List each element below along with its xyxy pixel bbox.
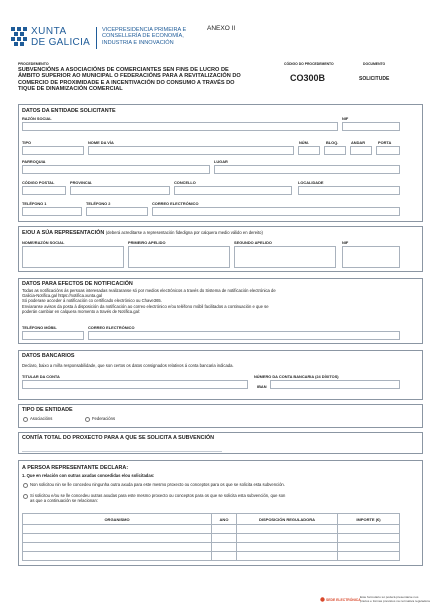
notification-line: Enviaranse avisos da posta á disposición da notificación ao correo electrónico e/ou teléfono móbil facilitados a continuación e que se xyxy=(22,303,269,309)
procedure-label: PROCEDEMENTO xyxy=(18,62,49,66)
label-rep-nome: NOME/RAZÓN SOCIAL xyxy=(22,240,65,245)
table-row xyxy=(23,525,400,534)
telefono2-field[interactable] xyxy=(86,207,148,216)
table-row xyxy=(23,552,400,561)
bank-section xyxy=(18,350,423,400)
document-type: SOLICITUDE xyxy=(359,76,390,82)
provincia-field[interactable] xyxy=(70,186,170,195)
notif-email-field[interactable] xyxy=(88,331,400,340)
label-rep-apelido2: SEGUNDO APELIDO xyxy=(234,240,272,245)
total-title: CONTÍA TOTAL DO PROXECTO PARA A QUE SE SOLICITA A SUBVENCIÓN xyxy=(22,435,215,441)
label-telefono1: TELÉFONO 1 xyxy=(22,201,47,206)
department-name xyxy=(102,27,186,46)
option-other-aid-line2: as que a continuación se relacionan: xyxy=(30,498,98,504)
account-holder-field[interactable] xyxy=(22,380,248,389)
department-line1: VICEPRESIDENCIA PRIMEIRA E xyxy=(102,27,187,33)
department-line3: INDUSTRIA E INNOVACIÓN xyxy=(102,39,174,46)
table-cell[interactable] xyxy=(338,525,400,534)
table-row xyxy=(23,543,400,552)
sede-seal-icon xyxy=(320,597,325,602)
table-cell[interactable] xyxy=(23,552,212,561)
bank-statement: Declaro, baixo a miña responsabilidade, que son certos os datos consignados relativos á conta bancaria indicada. xyxy=(22,363,234,368)
label-rep-apelido1: PRIMEIRO APELIDO xyxy=(128,240,166,245)
andar-field[interactable] xyxy=(350,146,372,155)
parroquia-field[interactable] xyxy=(22,165,210,174)
notification-text xyxy=(22,288,420,314)
table-cell[interactable] xyxy=(23,543,212,552)
label-rep-nif: NIF xyxy=(342,240,349,245)
col-importe: IMPORTE (€) xyxy=(338,514,400,525)
representative-section-title xyxy=(22,230,263,236)
label-nome-via: NOME DA VÍA xyxy=(88,140,114,145)
rep-apelido2-field[interactable] xyxy=(234,246,336,268)
applicant-section-title: DATOS DA ENTIDADE SOLICITANTE xyxy=(22,108,116,114)
table-cell[interactable] xyxy=(338,552,400,561)
tipo-field[interactable] xyxy=(22,146,84,155)
label-lugar: LUGAR xyxy=(214,159,228,164)
col-organismo: ORGANISMO xyxy=(23,514,212,525)
option-no-other-aid: Non solicitou nin se lle concedeu ningunha outra axuda para este mesmo proxecto ou conceptos para os que se solicita esta subvención. xyxy=(30,482,285,487)
label-bloq: BLOQ. xyxy=(326,140,339,145)
table-cell[interactable] xyxy=(212,543,237,552)
rep-apelido1-field[interactable] xyxy=(128,246,230,268)
procedure-title xyxy=(18,67,276,93)
label-nif: NIF xyxy=(342,116,349,121)
label-razon-social: RAZÓN SOCIAL xyxy=(22,116,52,121)
notification-line: Galicia-Notifica.gal https://notifica.xunta.gal xyxy=(22,293,103,299)
label-mobile: TELÉFONO MÓBIL xyxy=(22,325,57,330)
label-telefono2: TELÉFONO 2 xyxy=(86,201,111,206)
xunta-logo xyxy=(6,26,92,52)
procedure-title-line: ÁMBITO SUPERIOR AO MUNICIPAL O FEDERACIÓNS PARA A REVITALIZACIÓN DO xyxy=(18,73,241,80)
correo-field[interactable] xyxy=(152,207,400,216)
radio-asociacions[interactable] xyxy=(23,417,28,422)
label-num: NÚM. xyxy=(299,140,309,145)
logo-text-line1: XUNTA xyxy=(31,26,67,37)
notification-line: Só poderase acceder á notificación co certificado electrónico ou Chave365. xyxy=(22,298,162,304)
razon-social-field[interactable] xyxy=(22,122,338,131)
label-account-holder: TITULAR DA CONTA xyxy=(22,374,60,379)
sede-electronica-seal xyxy=(320,597,361,602)
label-notif-email: CORREO ELECTRÓNICO xyxy=(88,325,135,330)
table-cell[interactable] xyxy=(212,525,237,534)
table-cell[interactable] xyxy=(237,534,338,543)
label-asociacions: Asociacións xyxy=(30,416,53,421)
iban-field[interactable] xyxy=(270,380,400,389)
label-porta: PORTA xyxy=(378,140,392,145)
label-andar: ANDAR xyxy=(351,140,366,145)
table-cell[interactable] xyxy=(338,543,400,552)
sede-seal-text: SEDE ELECTRÓNICA xyxy=(326,597,361,602)
localidade-field[interactable] xyxy=(298,186,400,195)
table-cell[interactable] xyxy=(212,552,237,561)
label-localidade: LOCALIDADE xyxy=(298,180,324,185)
label-provincia: PROVINCIA xyxy=(70,180,92,185)
label-federacions: Federacións xyxy=(92,416,116,421)
footer-note-line2: prazos e formas previstos na normativa reguladora xyxy=(360,598,430,603)
label-correo: CORREO ELECTRÓNICO xyxy=(152,201,199,206)
mobile-field[interactable] xyxy=(22,331,84,340)
table-cell[interactable] xyxy=(237,552,338,561)
table-cell[interactable] xyxy=(23,525,212,534)
declaration-title: A PERSOA REPRESENTANTE DECLARA: xyxy=(22,465,129,471)
procedure-title-line: TIQUE DE DINAMIZACIÓN COMERCIAL xyxy=(18,86,123,93)
rep-nome-field[interactable] xyxy=(22,246,124,268)
entity-type-title: TIPO DE ENTIDADE xyxy=(22,407,73,413)
anexo-label: ANEXO II xyxy=(207,25,236,32)
radio-federacions[interactable] xyxy=(85,417,90,422)
table-cell[interactable] xyxy=(237,525,338,534)
department-line2: CONSELLERÍA DE ECONOMÍA, xyxy=(102,33,184,40)
rep-nif-field[interactable] xyxy=(342,246,400,268)
procedure-code-label: CÓDIGO DO PROCEDEMENTO xyxy=(284,62,334,66)
option-other-aid xyxy=(30,493,418,503)
representative-note: (deberá acreditarse a representación fidedigna por calquera medio válido en dereito) xyxy=(105,230,263,235)
procedure-title-line: COMERCIO DE PROXIMIDADE E A INCENTIVACIÓN DO CONSUMO A TRAVÉS DO xyxy=(18,79,235,86)
logo-text-line2: DE GALICIA xyxy=(31,37,91,48)
radio-no-other-aid[interactable] xyxy=(23,483,28,488)
table-cell[interactable] xyxy=(23,534,212,543)
notification-section-title: DATOS PARA EFECTOS DE NOTIFICACIÓN xyxy=(22,281,133,287)
lugar-field[interactable] xyxy=(214,165,400,174)
telefono1-field[interactable] xyxy=(22,207,82,216)
nome-via-field[interactable] xyxy=(88,146,294,155)
label-account-number: NÚMERO DA CONTA BANCARIA (24 DÍXITOS) xyxy=(254,374,339,379)
bank-section-title: DATOS BANCARIOS xyxy=(22,353,75,359)
label-codigo-postal: CÓDIGO POSTAL xyxy=(22,180,55,185)
table-cell[interactable] xyxy=(237,543,338,552)
notification-line: poderán cambiar en calquera momento a través de Notifica.gal: xyxy=(22,308,141,314)
representative-title: E/OU A SÚA REPRESENTACIÓN xyxy=(22,230,105,236)
entity-type-section xyxy=(18,404,423,428)
table-header-row xyxy=(23,514,400,525)
table-cell[interactable] xyxy=(338,534,400,543)
iban-label: IBAN xyxy=(257,384,267,389)
procedure-title-line: SUBVENCIÓNS A ASOCIACIÓNS DE COMERCIANTES SEN FINS DE LUCRO DE xyxy=(18,67,229,73)
option-other-aid-line1: Si solicitou e/ou se lle concedeu outras axudas para este mesmo proxecto ou conceptos para os que se solicita esta subvención, que son xyxy=(30,493,286,498)
bloq-field[interactable] xyxy=(324,146,346,155)
nif-field[interactable] xyxy=(342,122,400,131)
procedure-code: CO300B xyxy=(290,73,326,83)
col-ano: ANO xyxy=(212,514,237,525)
other-aid-table xyxy=(22,513,400,561)
label-concello: CONCELLO xyxy=(174,180,196,185)
label-tipo: TIPO xyxy=(22,140,32,145)
concello-field[interactable] xyxy=(174,186,292,195)
col-disposicion: DISPOSICIÓN REGULADORA xyxy=(237,514,338,525)
codigo-postal-field[interactable] xyxy=(22,186,66,195)
footer-note xyxy=(360,596,430,604)
notification-line: Todas as notificacións ás persoas interesadas realizaranse só por medios electrónicos a través do Sistema de notificación electrónica de xyxy=(22,288,276,293)
num-field[interactable] xyxy=(298,146,320,155)
xunta-emblem-icon xyxy=(10,26,28,48)
document-label: DOCUMENTO xyxy=(363,62,386,66)
table-row xyxy=(23,534,400,543)
total-amount-field[interactable] xyxy=(22,443,222,452)
porta-field[interactable] xyxy=(376,146,400,155)
header-divider xyxy=(96,27,97,49)
footer-note-line1: Este formulario só poderá presentarse nos xyxy=(360,595,419,599)
label-parroquia: PARROQUIA xyxy=(22,159,46,164)
table-cell[interactable] xyxy=(212,534,237,543)
declaration-q1: 1. Que en relación con outras axudas concedidas e/ou solicitadas: xyxy=(22,473,155,478)
radio-other-aid[interactable] xyxy=(23,494,28,499)
